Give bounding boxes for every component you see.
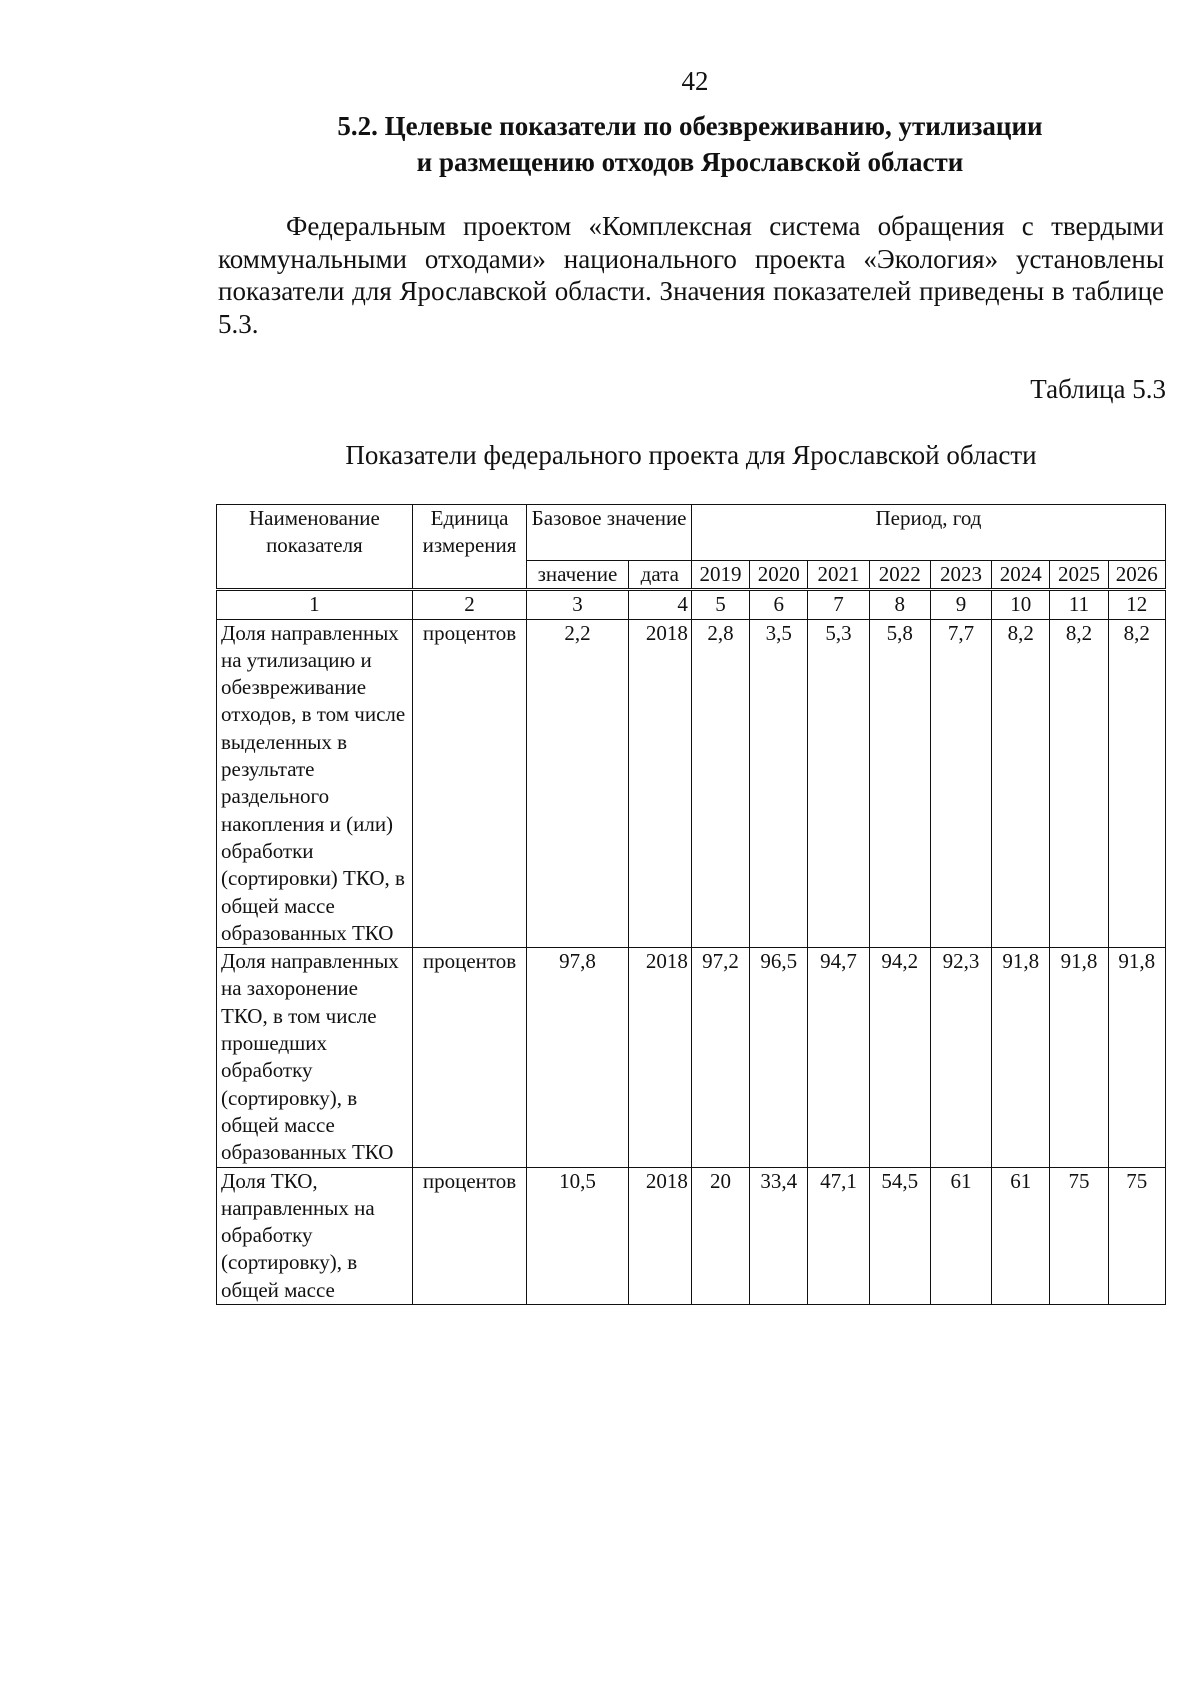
year-value: 5,8 [869, 619, 930, 948]
year-value: 2,8 [691, 619, 749, 948]
header-year: 2022 [869, 561, 930, 590]
column-number: 8 [869, 590, 930, 619]
table-caption: Показатели федерального проекта для Ярославской области [345, 440, 1037, 470]
year-value: 54,5 [869, 1167, 930, 1304]
indicator-unit: процентов [412, 619, 526, 948]
indicators-table [216, 504, 1166, 1305]
header-year: 2024 [992, 561, 1050, 590]
table-row [217, 1167, 1166, 1304]
year-value: 75 [1108, 1167, 1165, 1304]
year-value: 8,2 [1108, 619, 1165, 948]
column-number: 10 [992, 590, 1050, 619]
column-number: 2 [412, 590, 526, 619]
section-heading [210, 108, 1170, 180]
indicator-unit: процентов [412, 948, 526, 1167]
year-value: 91,8 [992, 948, 1050, 1167]
indicator-unit: процентов [412, 1167, 526, 1304]
year-value: 61 [992, 1167, 1050, 1304]
column-number: 5 [691, 590, 749, 619]
year-value: 47,1 [808, 1167, 869, 1304]
column-number: 6 [750, 590, 808, 619]
indicator-name: Доля ТКО, направленных на обработку (сортировку), в общей массе [217, 1167, 413, 1304]
year-value: 61 [930, 1167, 991, 1304]
year-value: 75 [1050, 1167, 1108, 1304]
header-year: 2023 [930, 561, 991, 590]
base-date: 2018 [628, 1167, 691, 1304]
section-heading-line-1: 5.2. Целевые показатели по обезвреживанию, утилизации [337, 111, 1043, 141]
year-value: 8,2 [992, 619, 1050, 948]
header-base: Базовое значение [527, 505, 692, 561]
column-number: 9 [930, 590, 991, 619]
header-year: 2021 [808, 561, 869, 590]
header-base-value: значение [527, 561, 628, 590]
table-label: Таблица 5.3 [1030, 374, 1166, 404]
year-value: 94,2 [869, 948, 930, 1167]
page-number: 42 [681, 66, 709, 96]
base-date: 2018 [628, 619, 691, 948]
indicator-name: Доля направленных на захоронение ТКО, в том числе прошедших обработку (сортировку), в общей массе образованных ТКО [217, 948, 413, 1167]
indicator-name: Доля направленных на утилизацию и обезвреживание отходов, в том числе выделенных в результате раздельного накопления и (или) обработки (сортировки) ТКО, в общей массе образованных ТКО [217, 619, 413, 948]
header-year: 2019 [691, 561, 749, 590]
year-value: 20 [691, 1167, 749, 1304]
year-value: 5,3 [808, 619, 869, 948]
header-year: 2026 [1108, 561, 1165, 590]
header-period: Период, год [691, 505, 1165, 561]
year-value: 7,7 [930, 619, 991, 948]
table-row [217, 619, 1166, 948]
column-number: 3 [527, 590, 628, 619]
base-date: 2018 [628, 948, 691, 1167]
column-number-row [217, 590, 1166, 619]
section-heading-line-2: и размещению отходов Ярославской области [416, 147, 964, 177]
year-value: 8,2 [1050, 619, 1108, 948]
column-number: 11 [1050, 590, 1108, 619]
column-number: 12 [1108, 590, 1165, 619]
column-number: 1 [217, 590, 413, 619]
year-value: 3,5 [750, 619, 808, 948]
body-paragraph: Федеральным проектом «Комплексная система обращения с твердыми коммунальными отходами» национального проекта «Экология» установлены показатели для Ярославской области. Значения показателей приведены в таблице 5.3. [218, 211, 1164, 339]
year-value: 33,4 [750, 1167, 808, 1304]
year-value: 94,7 [808, 948, 869, 1167]
base-value: 10,5 [527, 1167, 628, 1304]
header-name: Наименование показателя [217, 505, 413, 590]
header-unit: Единица измерения [412, 505, 526, 590]
base-value: 97,8 [527, 948, 628, 1167]
year-value: 91,8 [1108, 948, 1165, 1167]
year-value: 97,2 [691, 948, 749, 1167]
year-value: 96,5 [750, 948, 808, 1167]
column-number: 4 [628, 590, 691, 619]
column-number: 7 [808, 590, 869, 619]
header-year: 2025 [1050, 561, 1108, 590]
table-row [217, 948, 1166, 1167]
year-value: 92,3 [930, 948, 991, 1167]
year-value: 91,8 [1050, 948, 1108, 1167]
header-year: 2020 [750, 561, 808, 590]
header-base-date: дата [628, 561, 691, 590]
base-value: 2,2 [527, 619, 628, 948]
